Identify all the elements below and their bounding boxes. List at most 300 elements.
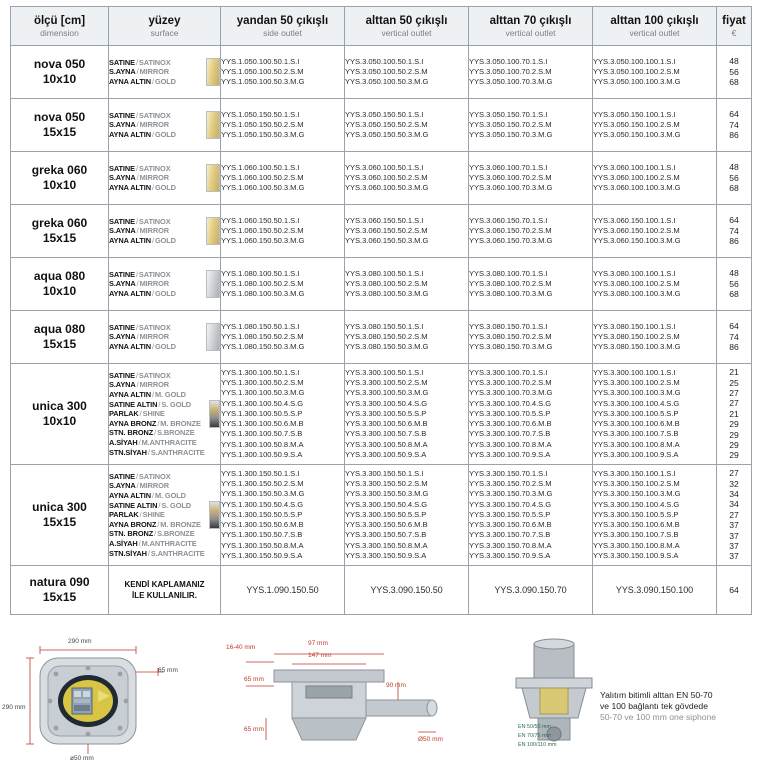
col-header-vert100-sub: vertical outlet	[629, 27, 680, 38]
price-value: 86	[729, 236, 739, 247]
product-code: YYS.3.300.150.50.3.M.G	[345, 489, 429, 499]
product-code: YYS.3.060.150.100.1.S.I	[593, 215, 676, 225]
price-value: 34	[729, 488, 739, 499]
surface-option: PARLAK / SHINE	[109, 409, 165, 419]
price-value: 27	[729, 509, 739, 520]
product-code: YYS.3.300.150.100.8.M.A	[593, 540, 680, 550]
product-code: YYS.3.300.100.100.3.M.G	[593, 388, 681, 398]
product-price-table	[10, 6, 752, 615]
product-size: 10x10	[42, 284, 77, 298]
product-code: YYS.1.050.100.50.2.S.M	[221, 66, 304, 76]
product-code: YYS.1.060.150.50.1.S.I	[221, 215, 300, 225]
surface-name-en: M. BRONZE	[160, 519, 201, 529]
product-code: YYS.3.300.100.50.9.S.A	[345, 449, 427, 459]
diagram-top-view-height-label: 290 mm	[2, 704, 26, 711]
cell-codes-vert70	[469, 258, 593, 311]
cell-codes-vert100	[593, 258, 717, 311]
product-code: YYS.3.090.150.50	[370, 584, 443, 595]
table-row	[11, 311, 752, 364]
product-code: YYS.3.300.100.70.1.S.I	[469, 368, 548, 378]
product-code: YYS.3.300.150.70.6.M.B	[469, 520, 552, 530]
surface-name-tr: SATINE	[109, 269, 135, 279]
product-code: YYS.3.300.100.70.3.M.G	[469, 388, 553, 398]
surface-option: SATINE ALTIN / S. GOLD	[109, 399, 191, 409]
product-code: YYS.1.050.100.50.1.S.I	[221, 56, 300, 66]
product-code: YYS.1.090.150.50	[246, 584, 319, 595]
product-code: YYS.3.060.100.100.1.S.I	[593, 162, 676, 172]
product-code: YYS.3.300.100.70.2.S.M	[469, 378, 552, 388]
product-code: YYS.3.060.100.100.3.M.G	[593, 183, 681, 193]
cell-codes-vert70	[469, 152, 593, 205]
surface-name-en: S.ANTHRACITE	[150, 548, 205, 558]
product-code: YYS.3.050.100.100.3.M.G	[593, 77, 681, 87]
surface-option: AYNA ALTIN / GOLD	[109, 235, 176, 245]
cell-codes-vert70	[469, 364, 593, 465]
cell-codes-vert100	[593, 566, 717, 615]
surface-name-en: M.ANTHRACITE	[141, 538, 197, 548]
cell-dimension	[11, 566, 109, 615]
surface-name-tr: STN. BRONZ	[109, 529, 154, 539]
cell-codes-vert70	[469, 311, 593, 364]
cell-surface	[109, 311, 221, 364]
cell-surface	[109, 566, 221, 615]
product-code: YYS.1.300.150.50.7.S.B	[221, 530, 303, 540]
surface-name-tr: AYNA ALTIN	[109, 76, 151, 86]
surface-name-tr: AYNA BRONZ	[109, 519, 157, 529]
surface-name-en: GOLD	[154, 76, 176, 86]
surface-name-en: GOLD	[154, 341, 176, 351]
surface-swatch	[209, 400, 220, 428]
product-code: YYS.3.050.150.50.3.M.G	[345, 130, 429, 140]
product-code: YYS.1.050.150.50.1.S.I	[221, 109, 300, 119]
col-header-vertical-outlet-70	[469, 7, 593, 46]
product-code: YYS.1.300.150.50.6.M.B	[221, 520, 304, 530]
insulation-note-line-2: ve 100 bağlantı tek gövdede	[600, 701, 708, 711]
product-code: YYS.3.300.100.50.4.S.G	[345, 398, 428, 408]
product-code: YYS.1.060.100.50.2.S.M	[221, 172, 304, 182]
col-header-dimension-sub: dimension	[40, 27, 79, 38]
surface-name-en: M. BRONZE	[160, 418, 201, 428]
product-name: aqua 080	[33, 269, 86, 283]
cell-codes-side50	[221, 566, 345, 615]
price-value: 37	[729, 551, 739, 562]
product-code: YYS.3.080.150.70.2.S.M	[469, 331, 552, 341]
price-value: 21	[729, 367, 739, 378]
cell-codes-vert100	[593, 99, 717, 152]
cell-codes-vert70	[469, 566, 593, 615]
product-code: YYS.3.050.100.70.3.M.G	[469, 77, 553, 87]
price-value: 86	[729, 342, 739, 353]
product-code: YYS.3.060.150.100.2.S.M	[593, 225, 680, 235]
product-code: YYS.3.050.100.70.2.S.M	[469, 66, 552, 76]
product-code: YYS.3.080.100.70.3.M.G	[469, 289, 553, 299]
cell-price	[717, 566, 752, 615]
surface-name-tr: S.AYNA	[109, 279, 136, 289]
surface-name-tr: SATINE	[109, 110, 135, 120]
surface-option: S.AYNA / MIRROR	[109, 380, 169, 390]
product-code: YYS.3.300.150.100.7.S.B	[593, 530, 679, 540]
table-row	[11, 46, 752, 99]
surface-option: SATINE / SATINOX	[109, 110, 171, 120]
product-code: YYS.1.060.150.50.3.M.G	[221, 236, 305, 246]
col-header-side50-main: yandan 50 çıkışlı	[236, 14, 329, 27]
product-code: YYS.3.080.100.100.2.S.M	[593, 278, 680, 288]
product-code: YYS.1.060.100.50.3.M.G	[221, 183, 305, 193]
cell-dimension	[11, 46, 109, 99]
cell-surface	[109, 152, 221, 205]
surface-option: STN. BRONZ / S.BRONZE	[109, 428, 195, 438]
surface-option: STN.SİYAH / S.ANTHRACITE	[109, 447, 205, 457]
product-code: YYS.3.080.150.70.1.S.I	[469, 321, 548, 331]
surface-name-tr: STN.SİYAH	[109, 447, 147, 457]
surface-option: S.AYNA / MIRROR	[109, 279, 169, 289]
price-value: 64	[729, 584, 739, 595]
product-code: YYS.3.060.100.70.2.S.M	[469, 172, 552, 182]
product-size: 15x15	[42, 590, 77, 604]
product-code: YYS.3.060.150.100.3.M.G	[593, 236, 681, 246]
insulation-note-line-3: 50-70 ve 100 mm one siphone	[600, 712, 717, 722]
col-header-dimension-main: ölçü [cm]	[33, 14, 86, 27]
col-header-surface-main: yüzey	[148, 14, 181, 27]
product-code: YYS.3.060.100.50.3.M.G	[345, 183, 429, 193]
product-code: YYS.3.080.150.100.3.M.G	[593, 342, 681, 352]
price-value: 29	[729, 429, 739, 440]
cell-codes-side50	[221, 99, 345, 152]
product-code: YYS.3.300.150.50.5.S.P	[345, 509, 427, 519]
surface-swatch	[206, 217, 220, 245]
product-code: YYS.1.300.150.50.1.S.I	[221, 469, 300, 479]
product-code: YYS.3.300.150.100.6.M.B	[593, 520, 680, 530]
cell-price	[717, 258, 752, 311]
surface-name-tr: SATINE	[109, 471, 135, 481]
cell-codes-side50	[221, 152, 345, 205]
product-code: YYS.3.080.150.50.2.S.M	[345, 331, 428, 341]
product-code: YYS.1.300.150.50.5.S.P	[221, 509, 303, 519]
surface-name-en: MIRROR	[139, 332, 169, 342]
product-code: YYS.3.300.100.50.7.S.B	[345, 429, 427, 439]
surface-option: SATINE ALTIN / S. GOLD	[109, 500, 191, 510]
insulation-note	[600, 690, 755, 723]
product-code: YYS.3.300.100.50.6.M.B	[345, 419, 428, 429]
product-code: YYS.3.060.150.70.2.S.M	[469, 225, 552, 235]
product-code: YYS.3.080.150.70.3.M.G	[469, 342, 553, 352]
cell-codes-side50	[221, 364, 345, 465]
surface-name-en: SATINOX	[138, 110, 171, 120]
product-code: YYS.3.060.100.50.2.S.M	[345, 172, 428, 182]
surface-option: A.SİYAH / M.ANTHRACITE	[109, 437, 197, 447]
cell-surface	[109, 46, 221, 99]
price-value: 32	[729, 478, 739, 489]
surface-name-tr: STN.SİYAH	[109, 548, 147, 558]
table-row	[11, 99, 752, 152]
surface-name-en: GOLD	[154, 182, 176, 192]
diagram-top-view-outlet-label: ø50 mm	[70, 755, 94, 762]
product-code: YYS.3.050.100.50.2.S.M	[345, 66, 428, 76]
cell-codes-vert100	[593, 465, 717, 566]
product-code: YYS.3.060.150.50.2.S.M	[345, 225, 428, 235]
product-code: YYS.3.060.100.70.1.S.I	[469, 162, 548, 172]
cell-codes-vert70	[469, 205, 593, 258]
table-row	[11, 364, 752, 465]
price-value: 48	[729, 162, 739, 173]
surface-note-line: KENDİ KAPLAMANIZ	[124, 580, 205, 589]
product-code: YYS.1.300.100.50.7.S.B	[221, 429, 303, 439]
surface-name-en: MIRROR	[139, 120, 169, 130]
surface-option: S.AYNA / MIRROR	[109, 226, 169, 236]
product-code: YYS.3.080.100.50.3.M.G	[345, 289, 429, 299]
product-code: YYS.3.300.150.50.7.S.B	[345, 530, 427, 540]
surface-name-en: GOLD	[154, 235, 176, 245]
surface-option: SATINE / SATINOX	[109, 322, 171, 332]
product-code: YYS.3.300.100.50.1.S.I	[345, 368, 424, 378]
col-header-price-main: fiyat	[722, 14, 746, 27]
cell-codes-vert100	[593, 364, 717, 465]
product-code: YYS.3.300.150.70.1.S.I	[469, 469, 548, 479]
surface-option: AYNA ALTIN / GOLD	[109, 129, 176, 139]
diagram-top-view-depth-label: 65 mm	[158, 667, 178, 674]
price-value: 64	[729, 109, 739, 120]
surface-name-en: SATINOX	[138, 216, 171, 226]
surface-name-en: MIRROR	[139, 173, 169, 183]
product-code: YYS.1.050.150.50.3.M.G	[221, 130, 305, 140]
surface-name-tr: AYNA ALTIN	[109, 129, 151, 139]
product-code: YYS.3.300.150.50.6.M.B	[345, 520, 428, 530]
surface-swatch	[206, 323, 220, 351]
product-code: YYS.3.300.100.100.8.M.A	[593, 439, 680, 449]
product-name: nova 050	[33, 57, 86, 71]
surface-option: SATINE / SATINOX	[109, 57, 171, 67]
surface-name-en: SATINOX	[138, 370, 171, 380]
surface-option: STN. BRONZ / S.BRONZE	[109, 529, 195, 539]
surface-name-tr: A.SİYAH	[109, 437, 138, 447]
cell-codes-vert50	[345, 566, 469, 615]
insulation-note-line-1: Yalıtım bitimli alttan EN 50-70	[600, 690, 713, 700]
cell-codes-vert50	[345, 258, 469, 311]
diagram-section-label-4: 65 mm	[244, 676, 264, 683]
product-code: YYS.3.060.150.70.1.S.I	[469, 215, 548, 225]
price-value: 37	[729, 530, 739, 541]
surface-name-en: S. GOLD	[161, 500, 191, 510]
surface-name-tr: SATINE	[109, 216, 135, 226]
cell-codes-side50	[221, 465, 345, 566]
product-code: YYS.3.060.100.50.1.S.I	[345, 162, 424, 172]
product-code: YYS.1.300.100.50.8.M.A	[221, 439, 304, 449]
cell-codes-vert100	[593, 311, 717, 364]
table-head	[11, 7, 752, 46]
price-value: 27	[729, 398, 739, 409]
price-value: 29	[729, 419, 739, 430]
price-value: 56	[729, 172, 739, 183]
product-code: YYS.3.080.150.100.1.S.I	[593, 321, 676, 331]
cell-codes-vert70	[469, 99, 593, 152]
diagram-section-view	[222, 640, 472, 760]
product-size: 15x15	[42, 515, 77, 529]
surface-name-tr: SATINE ALTIN	[109, 500, 158, 510]
surface-name-en: MIRROR	[139, 380, 169, 390]
product-code: YYS.1.300.100.50.2.S.M	[221, 378, 304, 388]
surface-name-tr: AYNA ALTIN	[109, 182, 151, 192]
cell-codes-vert100	[593, 152, 717, 205]
product-code: YYS.3.080.150.50.1.S.I	[345, 321, 424, 331]
price-value: 37	[729, 520, 739, 531]
product-size: 10x10	[42, 72, 77, 86]
surface-option: S.AYNA / MIRROR	[109, 67, 169, 77]
surface-name-en: SATINOX	[138, 269, 171, 279]
diagram-badge-en70: EN 70/75 mm	[518, 733, 551, 739]
col-header-vert50-sub: vertical outlet	[381, 27, 432, 38]
product-code: YYS.3.300.150.100.9.S.A	[593, 550, 679, 560]
surface-name-tr: AYNA BRONZ	[109, 418, 157, 428]
product-code: YYS.3.050.150.50.2.S.M	[345, 119, 428, 129]
product-code: YYS.3.300.100.70.4.S.G	[469, 398, 552, 408]
cell-dimension	[11, 152, 109, 205]
price-value: 37	[729, 541, 739, 552]
surface-option: AYNA BRONZ / M. BRONZE	[109, 519, 201, 529]
surface-name-tr: S.AYNA	[109, 67, 136, 77]
surface-name-tr: STN. BRONZ	[109, 428, 154, 438]
product-code: YYS.3.300.100.100.5.S.P	[593, 408, 679, 418]
surface-option: AYNA ALTIN / GOLD	[109, 182, 176, 192]
diagram-top-view	[2, 638, 202, 762]
col-header-vert70-sub: vertical outlet	[505, 27, 556, 38]
surface-name-en: SATINOX	[138, 57, 171, 67]
col-header-dimension	[11, 7, 109, 46]
product-code: YYS.3.080.100.70.1.S.I	[469, 268, 548, 278]
price-value: 68	[729, 183, 739, 194]
product-size: 15x15	[42, 125, 77, 139]
surface-name-en: MIRROR	[139, 279, 169, 289]
surface-name-en: GOLD	[154, 288, 176, 298]
cell-price	[717, 364, 752, 465]
surface-option: S.AYNA / MIRROR	[109, 332, 169, 342]
product-code: YYS.3.300.100.100.1.S.I	[593, 368, 676, 378]
product-code: YYS.1.080.100.50.2.S.M	[221, 278, 304, 288]
product-code: YYS.3.080.100.50.1.S.I	[345, 268, 424, 278]
product-code: YYS.3.050.150.70.2.S.M	[469, 119, 552, 129]
product-code: YYS.3.300.150.70.8.M.A	[469, 540, 552, 550]
surface-name-tr: SATINE	[109, 322, 135, 332]
surface-name-en: S.BRONZE	[157, 529, 195, 539]
surface-name-en: SHINE	[142, 409, 165, 419]
surface-name-en: M. GOLD	[154, 491, 186, 501]
price-value: 64	[729, 215, 739, 226]
product-code: YYS.3.300.100.100.7.S.B	[593, 429, 679, 439]
surface-option: S.AYNA / MIRROR	[109, 120, 169, 130]
price-value: 48	[729, 268, 739, 279]
col-header-vert70-main: alttan 70 çıkışlı	[489, 14, 572, 27]
product-code: YYS.3.300.150.100.3.M.G	[593, 489, 681, 499]
cell-surface	[109, 99, 221, 152]
product-code: YYS.3.300.100.100.9.S.A	[593, 449, 679, 459]
cell-codes-vert50	[345, 311, 469, 364]
col-header-surface	[109, 7, 221, 46]
product-code: YYS.3.050.150.70.3.M.G	[469, 130, 553, 140]
cell-surface	[109, 465, 221, 566]
cell-codes-vert50	[345, 152, 469, 205]
product-code: YYS.3.050.100.50.1.S.I	[345, 56, 424, 66]
price-value: 34	[729, 499, 739, 510]
product-code: YYS.1.300.100.50.3.M.G	[221, 388, 305, 398]
cell-dimension	[11, 465, 109, 566]
product-code: YYS.3.050.150.50.1.S.I	[345, 109, 424, 119]
col-header-vertical-outlet-100	[593, 7, 717, 46]
surface-option: PARLAK / SHINE	[109, 510, 165, 520]
product-code: YYS.3.300.100.70.6.M.B	[469, 419, 552, 429]
product-code: YYS.1.080.150.50.1.S.I	[221, 321, 300, 331]
cell-price	[717, 311, 752, 364]
cell-price	[717, 465, 752, 566]
product-code: YYS.3.060.100.70.3.M.G	[469, 183, 553, 193]
price-value: 27	[729, 468, 739, 479]
cell-surface	[109, 258, 221, 311]
diagram-top-view-width-label: 290 mm	[68, 638, 92, 645]
cell-codes-vert50	[345, 364, 469, 465]
product-code: YYS.3.300.150.100.2.S.M	[593, 479, 680, 489]
surface-name-tr: S.AYNA	[109, 380, 136, 390]
cell-codes-vert70	[469, 465, 593, 566]
product-name: unica 300	[32, 500, 87, 514]
product-code: YYS.3.080.100.70.2.S.M	[469, 278, 552, 288]
product-code: YYS.1.300.150.50.2.S.M	[221, 479, 304, 489]
table-row	[11, 152, 752, 205]
surface-option: AYNA ALTIN / GOLD	[109, 341, 176, 351]
product-size: 10x10	[42, 414, 77, 428]
product-code: YYS.1.300.150.50.9.S.A	[221, 550, 303, 560]
cell-dimension	[11, 99, 109, 152]
product-code: YYS.3.300.150.70.2.S.M	[469, 479, 552, 489]
diagram-section-label-5: 90 mm	[386, 682, 406, 689]
product-code: YYS.3.300.150.50.1.S.I	[345, 469, 424, 479]
surface-name-tr: S.AYNA	[109, 120, 136, 130]
product-code: YYS.3.300.100.100.2.S.M	[593, 378, 680, 388]
product-code: YYS.3.300.100.70.5.S.P	[469, 408, 551, 418]
product-code: YYS.1.050.150.50.2.S.M	[221, 119, 304, 129]
surface-name-en: MIRROR	[139, 226, 169, 236]
product-code: YYS.1.300.150.50.4.S.G	[221, 499, 304, 509]
surface-name-tr: AYNA ALTIN	[109, 341, 151, 351]
surface-name-en: SATINOX	[138, 471, 171, 481]
product-code: YYS.3.300.100.70.9.S.A	[469, 449, 551, 459]
diagram-section-label-7: Ø50 mm	[418, 736, 443, 743]
surface-option: STN.SİYAH / S.ANTHRACITE	[109, 548, 205, 558]
cell-codes-vert100	[593, 46, 717, 99]
surface-name-en: MIRROR	[139, 67, 169, 77]
product-code: YYS.3.300.100.50.2.S.M	[345, 378, 428, 388]
surface-name-tr: SATINE	[109, 57, 135, 67]
surface-name-tr: AYNA ALTIN	[109, 288, 151, 298]
product-code: YYS.3.050.100.100.1.S.I	[593, 56, 676, 66]
price-value: 25	[729, 377, 739, 388]
product-code: YYS.3.300.150.100.4.S.G	[593, 499, 680, 509]
surface-name-en: SHINE	[142, 510, 165, 520]
price-value: 68	[729, 77, 739, 88]
product-name: aqua 080	[33, 322, 86, 336]
diagram-section-label-1: 16-40 mm	[226, 644, 256, 651]
product-code: YYS.3.300.150.50.8.M.A	[345, 540, 428, 550]
surface-option: SATINE / SATINOX	[109, 471, 171, 481]
product-name: nova 050	[33, 110, 86, 124]
cell-dimension	[11, 364, 109, 465]
cell-codes-vert70	[469, 46, 593, 99]
product-code: YYS.1.300.100.50.5.S.P	[221, 408, 303, 418]
surface-option: AYNA ALTIN / M. GOLD	[109, 390, 186, 400]
product-code: YYS.3.060.150.70.3.M.G	[469, 236, 553, 246]
product-code: YYS.3.050.100.50.3.M.G	[345, 77, 429, 87]
surface-option: AYNA BRONZ / M. BRONZE	[109, 418, 201, 428]
diagram-section-label-6: 65 mm	[244, 726, 264, 733]
surface-name-en: MIRROR	[139, 481, 169, 491]
product-code: YYS.3.300.150.50.2.S.M	[345, 479, 428, 489]
